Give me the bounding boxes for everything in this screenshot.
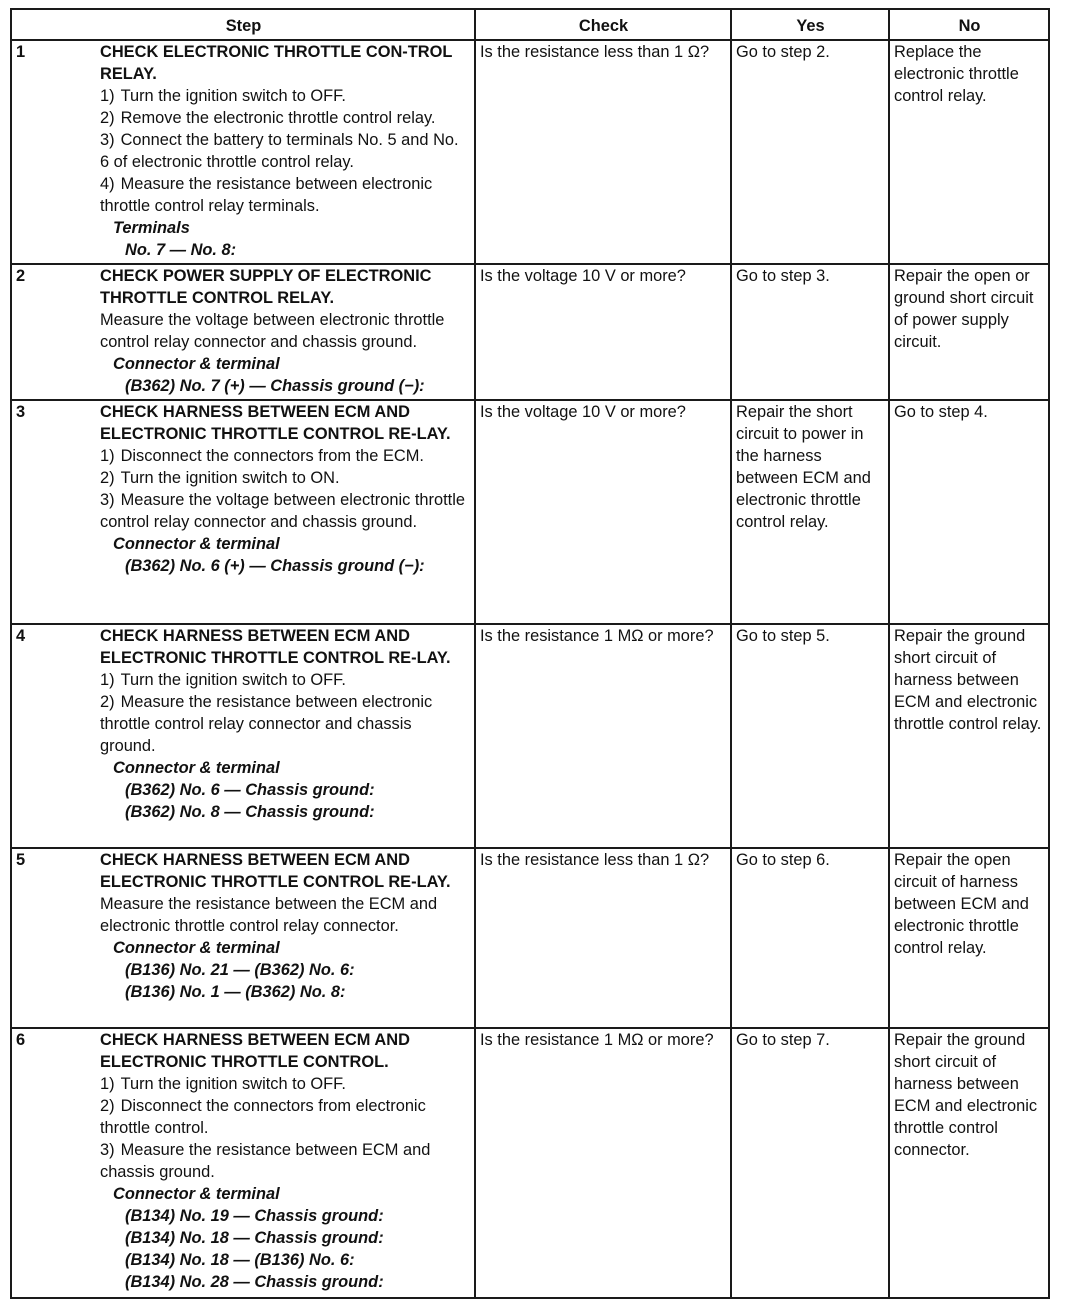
instruction-text: Measure the resistance between electronic throttle control relay connector and chassis ground.: [100, 693, 433, 755]
step-cell: [11, 400, 475, 624]
step-title: CHECK HARNESS BETWEEN ECM AND ELECTRONIC THROTTLE CONTROL RE-LAY.: [100, 851, 451, 891]
table-body: [11, 40, 1049, 1298]
instruction-index: 1): [100, 447, 115, 465]
instruction-text: Measure the voltage between electronic throttle control relay connector and chassis ground.: [100, 491, 465, 531]
instruction-text: Turn the ignition switch to OFF.: [120, 87, 346, 105]
check-cell: Is the resistance less than 1 Ω?: [475, 40, 731, 264]
terminal-spec: (B134) No. 28 — Chassis ground:: [125, 1273, 384, 1291]
terminal-spec: (B136) No. 21 — (B362) No. 6:: [125, 961, 355, 979]
step-cell: [11, 264, 475, 400]
instruction-index: 4): [100, 175, 115, 193]
instruction-index: 2): [100, 469, 115, 487]
instruction-index: 1): [100, 671, 115, 689]
diagnostic-procedure-table: [10, 8, 1050, 1299]
step-instruction: [100, 309, 471, 353]
instruction-text: Turn the ignition switch to ON.: [120, 469, 340, 487]
spec-label: Connector & terminal: [113, 1185, 280, 1203]
table-row: [11, 848, 1049, 1028]
step-body: [100, 625, 471, 823]
step-title: CHECK HARNESS BETWEEN ECM AND ELECTRONIC THROTTLE CONTROL RE-LAY.: [100, 627, 451, 667]
instruction-text: Disconnect the connectors from electronic throttle control.: [100, 1097, 426, 1137]
table-row: [11, 400, 1049, 624]
yes-cell: Go to step 7.: [731, 1028, 889, 1298]
instruction-text: Remove the electronic throttle control relay.: [120, 109, 436, 127]
step-number: 6: [16, 1031, 26, 1049]
instruction-index: 3): [100, 1141, 115, 1159]
instruction-index: 1): [100, 1075, 115, 1093]
instruction-text: Disconnect the connectors from the ECM.: [120, 447, 424, 465]
spec-label: Connector & terminal: [113, 355, 280, 373]
step-cell: [11, 40, 475, 264]
yes-cell: Go to step 3.: [731, 264, 889, 400]
step-instruction: [100, 1073, 471, 1095]
header-yes: Yes: [731, 9, 889, 40]
check-cell: Is the resistance 1 MΩ or more?: [475, 1028, 731, 1298]
table-row: [11, 624, 1049, 848]
yes-cell: Go to step 2.: [731, 40, 889, 264]
step-instruction: [100, 691, 471, 757]
terminal-spec: (B362) No. 6 (+) — Chassis ground (−):: [125, 557, 425, 575]
check-cell: Is the resistance 1 MΩ or more?: [475, 624, 731, 848]
spec-label: Terminals: [113, 219, 190, 237]
step-body: [100, 849, 471, 1003]
instruction-text: Measure the resistance between electronic throttle control relay terminals.: [100, 175, 433, 215]
terminal-spec: (B134) No. 18 — (B136) No. 6:: [125, 1251, 355, 1269]
step-instruction: [100, 467, 471, 489]
no-cell: Repair the ground short circuit of harness between ECM and electronic throttle control connector.: [889, 1028, 1049, 1298]
step-instruction: [100, 893, 471, 937]
instruction-text: Measure the resistance between the ECM and electronic throttle control relay connector.: [100, 895, 438, 935]
no-cell: Repair the open or ground short circuit of power supply circuit.: [889, 264, 1049, 400]
step-title: CHECK POWER SUPPLY OF ELECTRONIC THROTTLE CONTROL RELAY.: [100, 267, 432, 307]
instruction-index: 2): [100, 109, 115, 127]
terminal-spec: (B134) No. 18 — Chassis ground:: [125, 1229, 384, 1247]
no-cell: Repair the ground short circuit of harness between ECM and electronic throttle control relay.: [889, 624, 1049, 848]
check-cell: Is the voltage 10 V or more?: [475, 264, 731, 400]
no-cell: Repair the open circuit of harness between ECM and electronic throttle control relay.: [889, 848, 1049, 1028]
table-row: [11, 1028, 1049, 1298]
step-instruction: [100, 489, 471, 533]
step-instruction: [100, 1095, 471, 1139]
step-body: [100, 1029, 471, 1293]
step-cell: [11, 848, 475, 1028]
instruction-index: 2): [100, 693, 115, 711]
step-body: [100, 41, 471, 261]
step-instruction: [100, 445, 471, 467]
spec-label: Connector & terminal: [113, 759, 280, 777]
yes-cell: Go to step 6.: [731, 848, 889, 1028]
instruction-text: Connect the battery to terminals No. 5 and No. 6 of electronic throttle control relay.: [100, 131, 459, 171]
header-step: Step: [11, 9, 475, 40]
instruction-text: Measure the voltage between electronic throttle control relay connector and chassis ground.: [100, 311, 445, 351]
step-title: CHECK HARNESS BETWEEN ECM AND ELECTRONIC THROTTLE CONTROL RE-LAY.: [100, 403, 451, 443]
terminal-spec: No. 7 — No. 8:: [125, 241, 237, 259]
instruction-index: 3): [100, 131, 115, 149]
step-number: 2: [16, 267, 26, 285]
terminal-spec: (B362) No. 8 — Chassis ground:: [125, 803, 375, 821]
step-number: 5: [16, 851, 26, 869]
instruction-index: 1): [100, 87, 115, 105]
yes-cell: Repair the short circuit to power in the harness between ECM and electronic throttle control relay.: [731, 400, 889, 624]
no-cell: Replace the electronic throttle control relay.: [889, 40, 1049, 264]
spec-label: Connector & terminal: [113, 535, 280, 553]
table-row: [11, 264, 1049, 400]
yes-cell: Go to step 5.: [731, 624, 889, 848]
step-number: 1: [16, 43, 26, 61]
no-cell: Go to step 4.: [889, 400, 1049, 624]
header-no: No: [889, 9, 1049, 40]
terminal-spec: (B136) No. 1 — (B362) No. 8:: [125, 983, 346, 1001]
spec-label: Connector & terminal: [113, 939, 280, 957]
step-number: 3: [16, 403, 26, 421]
step-instruction: [100, 129, 471, 173]
step-body: [100, 401, 471, 577]
step-cell: [11, 624, 475, 848]
step-instruction: [100, 1139, 471, 1183]
instruction-text: Turn the ignition switch to OFF.: [120, 671, 346, 689]
step-instruction: [100, 85, 471, 107]
step-cell: [11, 1028, 475, 1298]
step-title: CHECK HARNESS BETWEEN ECM AND ELECTRONIC THROTTLE CONTROL.: [100, 1031, 410, 1071]
step-body: [100, 265, 471, 397]
table-row: [11, 40, 1049, 264]
instruction-index: 2): [100, 1097, 115, 1115]
check-cell: Is the voltage 10 V or more?: [475, 400, 731, 624]
step-number: 4: [16, 627, 26, 645]
step-instruction: [100, 669, 471, 691]
terminal-spec: (B134) No. 19 — Chassis ground:: [125, 1207, 384, 1225]
terminal-spec: (B362) No. 7 (+) — Chassis ground (−):: [125, 377, 425, 395]
instruction-index: 3): [100, 491, 115, 509]
header-row: [11, 9, 1049, 40]
step-instruction: [100, 107, 471, 129]
check-cell: Is the resistance less than 1 Ω?: [475, 848, 731, 1028]
terminal-spec: (B362) No. 6 — Chassis ground:: [125, 781, 375, 799]
step-title: CHECK ELECTRONIC THROTTLE CON-TROL RELAY.: [100, 43, 453, 83]
instruction-text: Turn the ignition switch to OFF.: [120, 1075, 346, 1093]
header-check: Check: [475, 9, 731, 40]
step-instruction: [100, 173, 471, 217]
instruction-text: Measure the resistance between ECM and chassis ground.: [100, 1141, 431, 1181]
